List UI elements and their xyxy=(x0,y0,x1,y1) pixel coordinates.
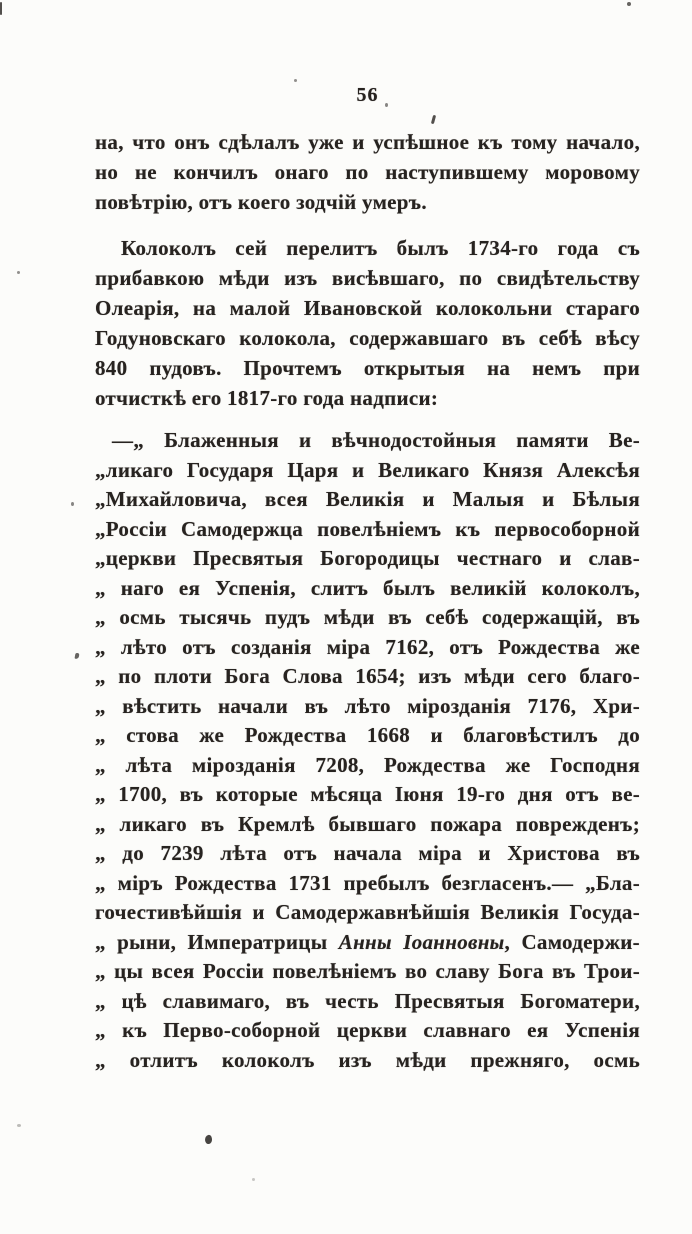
text-segment: отчисткѣ его 1817-го года надписи: xyxy=(95,386,439,410)
text-line xyxy=(95,1046,640,1076)
text-line xyxy=(95,383,640,413)
text-line xyxy=(95,263,640,293)
text-segment: „Россіи Самодержца повелѣніемъ къ первособорной xyxy=(95,516,640,541)
text-segment: „церкви Пресвятыя Богородицы честнаго и слав- xyxy=(95,546,640,570)
text-line xyxy=(95,157,640,187)
text-line xyxy=(95,957,640,987)
text-line xyxy=(95,780,640,810)
text-segment: „ лѣта мірозданія 7208, Рождества же Господня xyxy=(95,752,640,777)
italic-name: Анны Іоанновны xyxy=(338,929,505,954)
text-segment: „ осмь тысячь пудъ мѣди въ себѣ содержащій, въ xyxy=(95,605,640,629)
text-segment: „ цы всея Россіи повелѣніемъ во славу Бога въ Трои- xyxy=(95,959,640,983)
text-segment: „ лѣто отъ созданія міра 7162, отъ Рождества же xyxy=(95,634,640,659)
ink-speck xyxy=(0,2,2,15)
text-segment: „Михайловича, всея Великія и Малыя и Бѣлыя xyxy=(95,487,640,511)
text-segment: „ рыни, Императрицы xyxy=(95,929,339,954)
text-segment: 840 пудовъ. Прочтемъ открытыя на немъ при xyxy=(95,356,640,380)
text-line xyxy=(95,928,640,958)
ink-speck xyxy=(431,115,436,124)
text-line xyxy=(95,721,640,751)
text-line xyxy=(95,751,640,781)
text-line xyxy=(95,426,640,456)
text-segment: повѣтрію, отъ коего зодчій умеръ. xyxy=(95,190,427,214)
text-line xyxy=(95,898,640,928)
text-line xyxy=(95,869,640,899)
text-line xyxy=(95,515,640,545)
text-line xyxy=(95,574,640,604)
page-number: 56 xyxy=(356,84,379,106)
text-line xyxy=(95,603,640,633)
ink-speck xyxy=(294,79,297,82)
ink-speck xyxy=(17,271,20,274)
ink-speck xyxy=(252,1178,255,1181)
text-segment: „ ликаго въ Кремлѣ бывшаго пожара поврежденъ; xyxy=(95,811,640,836)
text-segment: „ отлитъ колоколъ изъ мѣди прежняго, осмь xyxy=(95,1047,640,1072)
text-segment: „ликаго Государя Царя и Великаго Князя Алексѣя xyxy=(95,457,640,482)
text-line xyxy=(95,544,640,574)
ink-speck xyxy=(71,502,74,506)
text-segment: —„ Блаженныя и вѣчнодостойныя памяти Ве- xyxy=(112,428,640,452)
text-line xyxy=(95,323,640,353)
page-body xyxy=(95,127,640,1075)
text-segment: гочестивѣйшія и Самодержавнѣйшія Великія Госуда- xyxy=(95,900,640,924)
text-line xyxy=(95,187,640,217)
ink-speck xyxy=(204,1135,212,1145)
ink-speck xyxy=(627,2,631,6)
text-segment: „ наго ея Успенія, слитъ былъ великій колоколъ, xyxy=(95,575,640,600)
text-line xyxy=(95,987,640,1017)
text-line xyxy=(95,485,640,515)
text-line xyxy=(95,1016,640,1046)
text-segment: , Самодержи- xyxy=(504,929,640,954)
text-segment: „ цѣ славимаго, въ честь Пресвятыя Богоматери, xyxy=(95,988,640,1013)
text-line xyxy=(95,127,640,157)
text-segment: „ къ Перво-соборной церкви славнаго ея Успенія xyxy=(95,1018,640,1042)
text-line xyxy=(95,293,640,323)
text-line xyxy=(95,662,640,692)
ink-speck xyxy=(385,103,388,107)
paragraph xyxy=(95,426,640,1075)
paragraph xyxy=(95,127,640,217)
text-line xyxy=(95,810,640,840)
text-segment: Колоколъ сей перелитъ былъ 1734-го года съ xyxy=(121,236,640,260)
ink-speck xyxy=(75,653,80,660)
text-segment: „ міръ Рождества 1731 пребылъ безгласенъ.— „Бла- xyxy=(95,870,640,895)
text-line xyxy=(95,633,640,663)
text-segment: „ по плоти Бога Слова 1654; изъ мѣди сего благо- xyxy=(95,664,640,688)
text-segment: прибавкою мѣди изъ висѣвшаго, по свидѣтельству xyxy=(95,266,640,290)
text-segment: Олеарія, на малой Ивановской колокольни стараго xyxy=(95,296,640,320)
text-line xyxy=(95,692,640,722)
text-segment: „ вѣстить начали въ лѣто мірозданія 7176, Хри- xyxy=(95,693,640,718)
text-segment: „ до 7239 лѣта отъ начала міра и Христова въ xyxy=(95,841,640,865)
text-line xyxy=(95,353,640,383)
text-segment: Годуновскаго колокола, содержавшаго въ себѣ вѣсу xyxy=(95,326,640,350)
text-line xyxy=(95,233,640,263)
text-line xyxy=(95,456,640,486)
text-segment: „ стова же Рождества 1668 и благовѣстилъ до xyxy=(95,723,640,747)
text-segment: но не кончилъ онаго по наступившему моровому xyxy=(95,160,640,184)
text-segment: „ 1700, въ которые мѣсяца Іюня 19-го дня отъ ве- xyxy=(95,782,640,806)
paragraph xyxy=(95,233,640,413)
ink-speck xyxy=(17,1124,21,1127)
text-line xyxy=(95,839,640,869)
text-segment: на, что онъ сдѣлалъ уже и успѣшное къ тому начало, xyxy=(95,130,640,154)
